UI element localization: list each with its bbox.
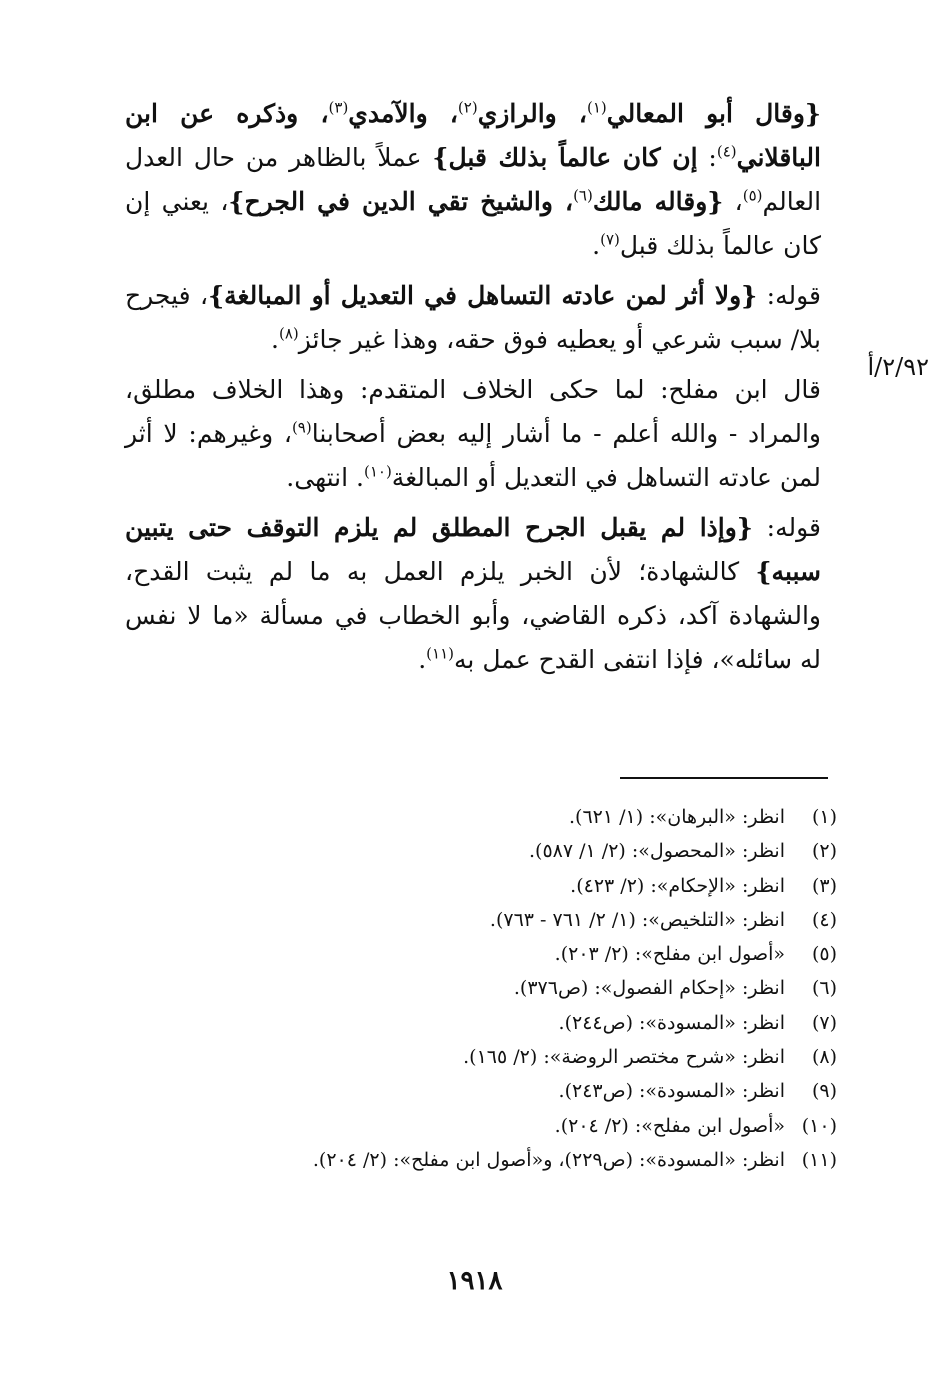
margin-reference: ٢/٩٢/أ — [867, 353, 929, 381]
footnote-marker: (١١) — [426, 644, 455, 663]
text-segment: قال ابن مفلح: لما حكى الخلاف المتقدم: وهذا الخلاف مطلق، والمراد - والله أعلم - ما أشار إليه بعض أصحابنا — [125, 375, 822, 448]
footnote-number: (٦) — [811, 977, 837, 1000]
footnote-text: «أصول ابن مفلح»: (٢/ ٢٠٣). — [554, 943, 785, 966]
footnote-text: انظر: «المسودة»: (ص٢٤٤). — [558, 1011, 785, 1034]
text-segment: ، — [723, 187, 743, 216]
bold-text-segment: ، وذكره عن ابن الباقلاني — [125, 99, 821, 172]
footnote-text: انظر: «إحكام الفصول»: (ص٣٧٦). — [513, 977, 785, 1000]
footnote-marker: (٩) — [291, 418, 312, 437]
bold-text-segment: {ولا أثر لمن عادته التساهل في التعديل أو المبالغة} — [208, 281, 758, 310]
text-segment: . — [271, 325, 279, 354]
text-segment: قوله: — [752, 513, 821, 542]
footnote-marker: (٥) — [742, 186, 763, 205]
footnote-item — [77, 834, 837, 868]
footnote-item — [77, 869, 837, 903]
main-text — [125, 92, 821, 688]
footnote-marker: (٢) — [457, 98, 478, 117]
text-segment: ، يعني إن كان عالماً بذلك قبل — [125, 187, 821, 260]
footnote-number: (١) — [811, 806, 837, 828]
bold-text-segment: ، والآمدي — [348, 99, 458, 128]
paragraph — [125, 506, 821, 682]
footnote-marker: (٨) — [278, 324, 299, 343]
footnote-number: (٤) — [811, 908, 837, 931]
footnote-item — [77, 1040, 837, 1074]
paragraph — [125, 92, 821, 268]
footnote-number: (٨) — [811, 1046, 837, 1069]
footnote-marker: (٤) — [716, 142, 737, 161]
footnote-item — [77, 971, 837, 1005]
footnote-text: انظر: «البرهان»: (١/ ٦٢١). — [569, 806, 785, 828]
paragraph — [125, 274, 821, 362]
footnote-marker: (٣) — [328, 98, 349, 117]
footnote-text: «أصول ابن مفلح»: (٢/ ٢٠٤). — [554, 1114, 785, 1137]
footnote-item — [77, 1074, 837, 1108]
text-segment: . انتهى. — [286, 463, 364, 492]
footnote-marker: (١٠) — [363, 462, 392, 481]
footnote-text: انظر: «الإحكام»: (٢/ ٤٢٣). — [570, 874, 785, 897]
footnote-marker: (٦) — [573, 186, 593, 205]
footnote-marker: (٧) — [600, 230, 620, 249]
footnote-text: انظر: «التلخيص»: (١/ ٢/ ٧٦١ - ٧٦٣). — [489, 908, 785, 931]
bold-text-segment: إن كان عالماً بذلك قبل} — [432, 143, 698, 172]
page-number: ١٩١٨ — [446, 1266, 503, 1296]
footnote-text: انظر: «المسودة»: (ص٢٤٣). — [558, 1080, 785, 1103]
footnote-text: انظر: «المحصول»: (٢/ ١/ ٥٨٧). — [528, 840, 785, 863]
footnote-number: (٥) — [811, 943, 837, 966]
footnotes-list — [77, 800, 837, 1177]
text-segment: . — [418, 645, 427, 674]
bold-text-segment: {وقال أبو المعالي — [606, 99, 821, 128]
footnote-number: (٩) — [811, 1080, 837, 1103]
text-segment: ، وغيرهم: لا أثر لمن عادته التساهل في التعديل أو المبالغة — [125, 419, 821, 492]
text-segment: : — [697, 143, 717, 172]
text-segment: ، فيجرح بلا/ سبب شرعي أو يعطيه فوق حقه، وهذا غير جائز — [125, 281, 821, 354]
footnote-item — [77, 903, 837, 937]
text-segment: كالشهادة؛ لأن الخبر يلزم العمل به ما لم يثبت القدح، والشهادة آكد، ذكره القاضي، وأبو الخطاب في مسألة «ما لا نفس له سائله»، فإذا انتفى القدح عمل به — [125, 557, 821, 674]
footnote-number: (١٠) — [801, 1114, 837, 1137]
text-segment: عملاً بالظاهر من حال العدل العالم — [125, 143, 822, 216]
text-segment: . — [592, 231, 601, 260]
paragraph — [125, 368, 821, 500]
footnote-item — [77, 937, 837, 971]
footnote-separator — [620, 777, 828, 779]
footnote-number: (٢) — [811, 840, 837, 863]
footnote-text: انظر: «المسودة»: (ص٢٢٩)، و«أصول ابن مفلح»: (٢/ ٢٠٤). — [312, 1148, 785, 1171]
bold-text-segment: ، والرازي — [477, 99, 587, 128]
footnote-item — [77, 800, 837, 834]
footnote-number: (٧) — [811, 1011, 837, 1034]
footnote-marker: (١) — [586, 98, 607, 117]
footnote-item — [77, 1143, 837, 1177]
footnote-number: (١١) — [801, 1148, 837, 1171]
footnote-item — [77, 1006, 837, 1040]
bold-text-segment: {وإذا لم يقبل الجرح المطلق لم يلزم التوقف حتى يتبين سببه} — [125, 513, 821, 586]
footnote-item — [77, 1109, 837, 1143]
text-segment: قوله: — [757, 281, 821, 310]
footnote-number: (٣) — [811, 874, 837, 897]
bold-text-segment: {وقاله مالك — [592, 187, 724, 216]
footnote-text: انظر: «شرح مختصر الروضة»: (٢/ ١٦٥). — [463, 1046, 785, 1069]
bold-text-segment: ، والشيخ تقي الدين في الجرح} — [228, 187, 574, 216]
